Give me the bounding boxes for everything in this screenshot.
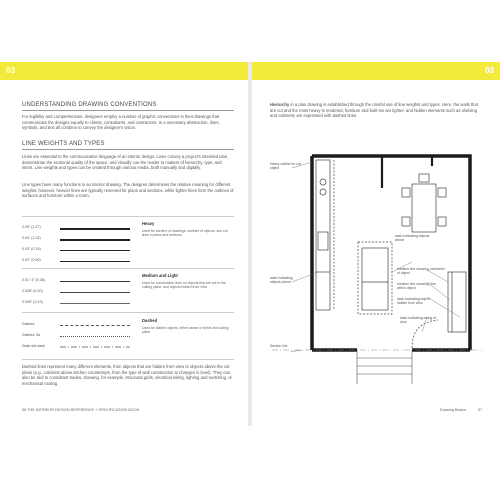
- left-page-number-tab: 03: [6, 66, 15, 75]
- line-sample-dashed-half: [60, 336, 130, 337]
- left-header-band: [0, 62, 248, 80]
- callout-medium-line-within: medium line showing, line within object: [397, 282, 436, 291]
- category-dashed-title: Dashed: [142, 318, 158, 323]
- category-heavy-title: Heavy: [142, 221, 155, 226]
- callout-dash-hidden: dash indicating object hidden from view: [397, 297, 430, 306]
- dashed-lines-paragraph: Dashed lines represent many different elements, from objects that are hidden from view to objects above the cut plane (e.g., cabinets above kitchen countertops, from the type of wall construction to changes in level). They can also be tied to consultant trades, showing, for example, structural grids, electrical wiring, lighting and switching, or mechanical routing.: [22, 364, 232, 386]
- right-page-number: 37: [478, 408, 483, 412]
- title-rule: [22, 149, 234, 150]
- line-sample-medium-3: [60, 303, 130, 304]
- weight-label: 0.01" 4" (0.36): [22, 278, 45, 282]
- book-gutter: [248, 62, 252, 426]
- section-title-line-weights: LINE WEIGHTS AND TYPES: [22, 141, 105, 147]
- weight-label: 0.05" (1.27): [22, 225, 41, 229]
- callout-medium-line: medium line showing, perimeter of object: [397, 267, 445, 276]
- weight-label: 0.005" (0.13): [22, 300, 43, 304]
- hierarchy-lead: Hierarchy: [270, 102, 290, 107]
- category-medium-desc: Used for construction lines on objects that are not in the cutting plane, and objects hidden from view: [142, 281, 226, 290]
- dash-label: Dash dot dash: [22, 344, 46, 348]
- book-spread: [0, 62, 500, 426]
- category-divider: [22, 312, 234, 313]
- right-page-number-tab: 03: [485, 66, 494, 75]
- category-divider: [22, 216, 234, 217]
- callout-dash-swing: dash indicating swing of door: [400, 316, 437, 325]
- line-sample-heavy-1: [60, 228, 130, 230]
- right-footer-label: Drawing Basics: [440, 408, 467, 412]
- dash-label: Dashed: [22, 322, 35, 326]
- line-sample-heavy-4: [60, 261, 130, 262]
- callout-heavy-outline: Heavy outline for cut object: [270, 162, 301, 171]
- line-sample-heavy-2: [60, 239, 130, 241]
- section-title-conventions: UNDERSTANDING DRAWING CONVENTIONS: [22, 102, 157, 108]
- line-sample-medium-1: [60, 281, 130, 282]
- weight-label: 0.03" (0.76): [22, 247, 41, 251]
- hierarchy-paragraph: [270, 102, 482, 119]
- conventions-paragraph: For legibility and comprehension, designers employ a number of graphic conventions in their drawings that communicate the designs equally to clients, consultants, and contractors. In a necessary abstraction, lines, symbols, and text all combine to convey the designer's vision.: [22, 114, 220, 131]
- hierarchy-body: in a plan drawing is established through the careful use of line weights and types. Here, the walls that are cut and the most heavy is rendered, furniture and built-ins are lighter, and hidden elements such as shelving and cabinetry are expressed with dashed lines.: [270, 102, 478, 119]
- category-dashed-desc: Used for hidden objects, either above or below the cutting plane: [142, 326, 229, 335]
- category-divider: [22, 359, 234, 360]
- line-sample-dashed: [60, 325, 130, 326]
- callout-dash-above-2: dash indicating objects above: [270, 276, 293, 285]
- line-sample-medium-2: [60, 292, 130, 293]
- weight-label: 0.008" (0.20): [22, 289, 43, 293]
- line-sample-dash-dot-dash: [60, 346, 130, 348]
- line-sample-heavy-3: [60, 250, 130, 251]
- right-header-band: [252, 62, 500, 80]
- line-weights-paragraph-1: Lines are essential to the communicative language of an interior design. Lines convey a project's intended plan, demonstrate the sectional quality of the space, and visually cue the reader to matters of hierarchy, type, and intent. Line weights and types can be created through various media, both manually and digitally.: [22, 154, 229, 171]
- line-weights-paragraph-2: Line types have many functions in an interior drawing. The designer determines the relative meaning for different weights; however, heavier lines are typically reserved for plans and sections, while lighter lines form the outlines of surfaces and furniture within a room.: [22, 182, 234, 199]
- dash-label: Dashed .5s: [22, 333, 41, 337]
- category-heavy-desc: Used for borders of drawings, outlines of objects, and cut lines in plans and sections: [142, 229, 228, 238]
- callout-dash-above-1: dash indicating objects above: [395, 234, 430, 243]
- left-footer: 38 THE INTERIOR DESIGN REFERENCE + SPECIFICATION BOOK: [22, 408, 140, 412]
- category-divider: [22, 268, 234, 269]
- weight-label: 0.02" (0.50): [22, 258, 41, 262]
- callout-section-line: Section line: [270, 344, 288, 348]
- title-rule: [22, 110, 234, 111]
- category-medium-title: Medium and Light: [142, 273, 178, 278]
- weight-label: 0.04" (1.02): [22, 236, 41, 240]
